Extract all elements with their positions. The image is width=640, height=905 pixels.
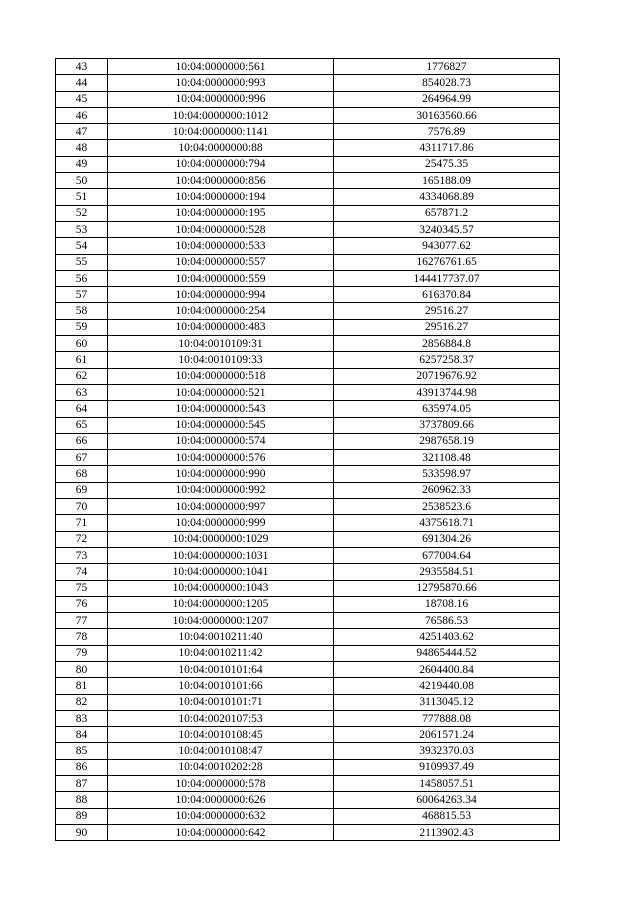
cadastral-number-cell: 10:04:0000000:561 [108, 59, 334, 75]
cadastral-number-cell: 10:04:0000000:518 [108, 368, 334, 384]
table-row [56, 59, 560, 75]
value-cell: 4334068.89 [334, 189, 560, 205]
value-cell: 2538523.6 [334, 499, 560, 515]
value-cell: 6257258.37 [334, 352, 560, 368]
cadastral-number-cell: 10:04:0000000:578 [108, 776, 334, 792]
row-number-cell: 84 [56, 727, 108, 743]
row-number-cell: 53 [56, 221, 108, 237]
cadastral-number-cell: 10:04:0000000:576 [108, 450, 334, 466]
cadastral-number-cell: 10:04:0010101:71 [108, 694, 334, 710]
row-number-cell: 71 [56, 515, 108, 531]
row-number-cell: 64 [56, 401, 108, 417]
table-row [56, 482, 560, 498]
cadastral-number-cell: 10:04:0010101:64 [108, 661, 334, 677]
row-number-cell: 82 [56, 694, 108, 710]
row-number-cell: 55 [56, 254, 108, 270]
row-number-cell: 60 [56, 336, 108, 352]
value-cell: 4311717.86 [334, 140, 560, 156]
row-number-cell: 63 [56, 384, 108, 400]
value-cell: 9109937.49 [334, 759, 560, 775]
cadastral-number-cell: 10:04:0000000:1041 [108, 564, 334, 580]
table-body [56, 59, 560, 841]
table-row [56, 531, 560, 547]
value-cell: 635974.05 [334, 401, 560, 417]
cadastral-number-cell: 10:04:0000000:993 [108, 75, 334, 91]
table-row [56, 759, 560, 775]
table-row [56, 743, 560, 759]
cadastral-number-cell: 10:04:0000000:545 [108, 417, 334, 433]
value-cell: 165188.09 [334, 173, 560, 189]
row-number-cell: 80 [56, 661, 108, 677]
value-cell: 2935584.51 [334, 564, 560, 580]
cadastral-number-cell: 10:04:0010108:45 [108, 727, 334, 743]
cadastral-number-cell: 10:04:0000000:1205 [108, 596, 334, 612]
row-number-cell: 46 [56, 107, 108, 123]
cadastral-number-cell: 10:04:0000000:254 [108, 303, 334, 319]
cadastral-number-cell: 10:04:0000000:994 [108, 287, 334, 303]
cadastral-number-cell: 10:04:0000000:195 [108, 205, 334, 221]
value-cell: 260962.33 [334, 482, 560, 498]
row-number-cell: 70 [56, 499, 108, 515]
cadastral-number-cell: 10:04:0000000:990 [108, 466, 334, 482]
row-number-cell: 59 [56, 319, 108, 335]
cadastral-number-cell: 10:04:0000000:1043 [108, 580, 334, 596]
value-cell: 20719676.92 [334, 368, 560, 384]
value-cell: 29516.27 [334, 319, 560, 335]
cadastral-number-cell: 10:04:0000000:856 [108, 173, 334, 189]
value-cell: 76586.53 [334, 613, 560, 629]
table-row [56, 238, 560, 254]
cadastral-number-cell: 10:04:0000000:642 [108, 824, 334, 840]
value-cell: 777888.08 [334, 710, 560, 726]
row-number-cell: 88 [56, 792, 108, 808]
table-row [56, 91, 560, 107]
table-row [56, 173, 560, 189]
row-number-cell: 81 [56, 678, 108, 694]
table-row [56, 450, 560, 466]
table-row [56, 824, 560, 840]
row-number-cell: 72 [56, 531, 108, 547]
value-cell: 657871.2 [334, 205, 560, 221]
value-cell: 12795870.66 [334, 580, 560, 596]
value-cell: 533598.97 [334, 466, 560, 482]
cadastral-number-cell: 10:04:0010109:31 [108, 336, 334, 352]
value-cell: 1776827 [334, 59, 560, 75]
table-row [56, 727, 560, 743]
cadastral-number-cell: 10:04:0000000:794 [108, 156, 334, 172]
row-number-cell: 77 [56, 613, 108, 629]
row-number-cell: 83 [56, 710, 108, 726]
cadastral-number-cell: 10:04:0000000:992 [108, 482, 334, 498]
row-number-cell: 79 [56, 645, 108, 661]
value-cell: 4251403.62 [334, 629, 560, 645]
row-number-cell: 43 [56, 59, 108, 75]
cadastral-number-cell: 10:04:0000000:1141 [108, 124, 334, 140]
row-number-cell: 66 [56, 433, 108, 449]
value-cell: 144417737.07 [334, 270, 560, 286]
value-cell: 3113045.12 [334, 694, 560, 710]
value-cell: 94865444.52 [334, 645, 560, 661]
cadastral-number-cell: 10:04:0000000:483 [108, 319, 334, 335]
cadastral-number-cell: 10:04:0000000:88 [108, 140, 334, 156]
table-row [56, 254, 560, 270]
cadastral-number-cell: 10:04:0000000:559 [108, 270, 334, 286]
value-cell: 30163560.66 [334, 107, 560, 123]
cadastral-number-cell: 10:04:0020107:53 [108, 710, 334, 726]
table-row [56, 384, 560, 400]
row-number-cell: 89 [56, 808, 108, 824]
value-cell: 2856884.8 [334, 336, 560, 352]
data-table [55, 58, 560, 841]
cadastral-number-cell: 10:04:0000000:533 [108, 238, 334, 254]
table-row [56, 107, 560, 123]
value-cell: 7576.89 [334, 124, 560, 140]
table-row [56, 140, 560, 156]
value-cell: 854028.73 [334, 75, 560, 91]
cadastral-number-cell: 10:04:0000000:543 [108, 401, 334, 417]
cadastral-number-cell: 10:04:0010211:42 [108, 645, 334, 661]
table-row [56, 221, 560, 237]
row-number-cell: 68 [56, 466, 108, 482]
value-cell: 616370.84 [334, 287, 560, 303]
row-number-cell: 50 [56, 173, 108, 189]
value-cell: 1458057.51 [334, 776, 560, 792]
table-row [56, 124, 560, 140]
value-cell: 4375618.71 [334, 515, 560, 531]
row-number-cell: 90 [56, 824, 108, 840]
table-row [56, 417, 560, 433]
row-number-cell: 58 [56, 303, 108, 319]
cadastral-number-cell: 10:04:0000000:521 [108, 384, 334, 400]
cadastral-number-cell: 10:04:0000000:1029 [108, 531, 334, 547]
cadastral-number-cell: 10:04:0010202:28 [108, 759, 334, 775]
table-row [56, 661, 560, 677]
table-row [56, 270, 560, 286]
table-row [56, 189, 560, 205]
value-cell: 60064263.34 [334, 792, 560, 808]
value-cell: 43913744.98 [334, 384, 560, 400]
row-number-cell: 87 [56, 776, 108, 792]
value-cell: 264964.99 [334, 91, 560, 107]
table-row [56, 368, 560, 384]
table-row [56, 205, 560, 221]
table-row [56, 629, 560, 645]
value-cell: 2987658.19 [334, 433, 560, 449]
cadastral-number-cell: 10:04:0010109:33 [108, 352, 334, 368]
value-cell: 677004.64 [334, 547, 560, 563]
table-row [56, 596, 560, 612]
value-cell: 18708.16 [334, 596, 560, 612]
cadastral-number-cell: 10:04:0000000:1031 [108, 547, 334, 563]
table-row [56, 401, 560, 417]
value-cell: 3240345.57 [334, 221, 560, 237]
table-row [56, 678, 560, 694]
value-cell: 468815.53 [334, 808, 560, 824]
table-row [56, 808, 560, 824]
value-cell: 2113902.43 [334, 824, 560, 840]
table-row [56, 792, 560, 808]
cadastral-number-cell: 10:04:0000000:1207 [108, 613, 334, 629]
row-number-cell: 51 [56, 189, 108, 205]
cadastral-number-cell: 10:04:0010211:40 [108, 629, 334, 645]
row-number-cell: 65 [56, 417, 108, 433]
cadastral-number-cell: 10:04:0000000:528 [108, 221, 334, 237]
value-cell: 2061571.24 [334, 727, 560, 743]
table-row [56, 336, 560, 352]
row-number-cell: 45 [56, 91, 108, 107]
row-number-cell: 78 [56, 629, 108, 645]
cadastral-number-cell: 10:04:0000000:997 [108, 499, 334, 515]
row-number-cell: 52 [56, 205, 108, 221]
value-cell: 4219440.08 [334, 678, 560, 694]
cadastral-number-cell: 10:04:0000000:632 [108, 808, 334, 824]
table-row [56, 156, 560, 172]
value-cell: 25475.35 [334, 156, 560, 172]
row-number-cell: 69 [56, 482, 108, 498]
value-cell: 3932370.03 [334, 743, 560, 759]
value-cell: 29516.27 [334, 303, 560, 319]
table-row [56, 303, 560, 319]
table-row [56, 319, 560, 335]
table-row [56, 433, 560, 449]
table-row [56, 645, 560, 661]
table-row [56, 75, 560, 91]
cadastral-number-cell: 10:04:0000000:996 [108, 91, 334, 107]
row-number-cell: 57 [56, 287, 108, 303]
table-row [56, 613, 560, 629]
value-cell: 943077.62 [334, 238, 560, 254]
value-cell: 321108.48 [334, 450, 560, 466]
value-cell: 3737809.66 [334, 417, 560, 433]
table-row [56, 580, 560, 596]
value-cell: 16276761.65 [334, 254, 560, 270]
table-row [56, 499, 560, 515]
table-row [56, 515, 560, 531]
table-row [56, 710, 560, 726]
table-row [56, 547, 560, 563]
table-row [56, 564, 560, 580]
table-row [56, 466, 560, 482]
cadastral-number-cell: 10:04:0000000:574 [108, 433, 334, 449]
cadastral-number-cell: 10:04:0000000:1012 [108, 107, 334, 123]
table-row [56, 287, 560, 303]
row-number-cell: 49 [56, 156, 108, 172]
value-cell: 691304.26 [334, 531, 560, 547]
cadastral-number-cell: 10:04:0010101:66 [108, 678, 334, 694]
row-number-cell: 76 [56, 596, 108, 612]
row-number-cell: 75 [56, 580, 108, 596]
cadastral-number-cell: 10:04:0000000:626 [108, 792, 334, 808]
row-number-cell: 47 [56, 124, 108, 140]
row-number-cell: 73 [56, 547, 108, 563]
row-number-cell: 62 [56, 368, 108, 384]
cadastral-number-cell: 10:04:0000000:557 [108, 254, 334, 270]
row-number-cell: 61 [56, 352, 108, 368]
row-number-cell: 48 [56, 140, 108, 156]
value-cell: 2604400.84 [334, 661, 560, 677]
row-number-cell: 74 [56, 564, 108, 580]
row-number-cell: 54 [56, 238, 108, 254]
table-row [56, 694, 560, 710]
row-number-cell: 67 [56, 450, 108, 466]
row-number-cell: 44 [56, 75, 108, 91]
table-row [56, 776, 560, 792]
row-number-cell: 56 [56, 270, 108, 286]
row-number-cell: 86 [56, 759, 108, 775]
table-row [56, 352, 560, 368]
cadastral-number-cell: 10:04:0000000:999 [108, 515, 334, 531]
cadastral-number-cell: 10:04:0010108:47 [108, 743, 334, 759]
cadastral-number-cell: 10:04:0000000:194 [108, 189, 334, 205]
row-number-cell: 85 [56, 743, 108, 759]
